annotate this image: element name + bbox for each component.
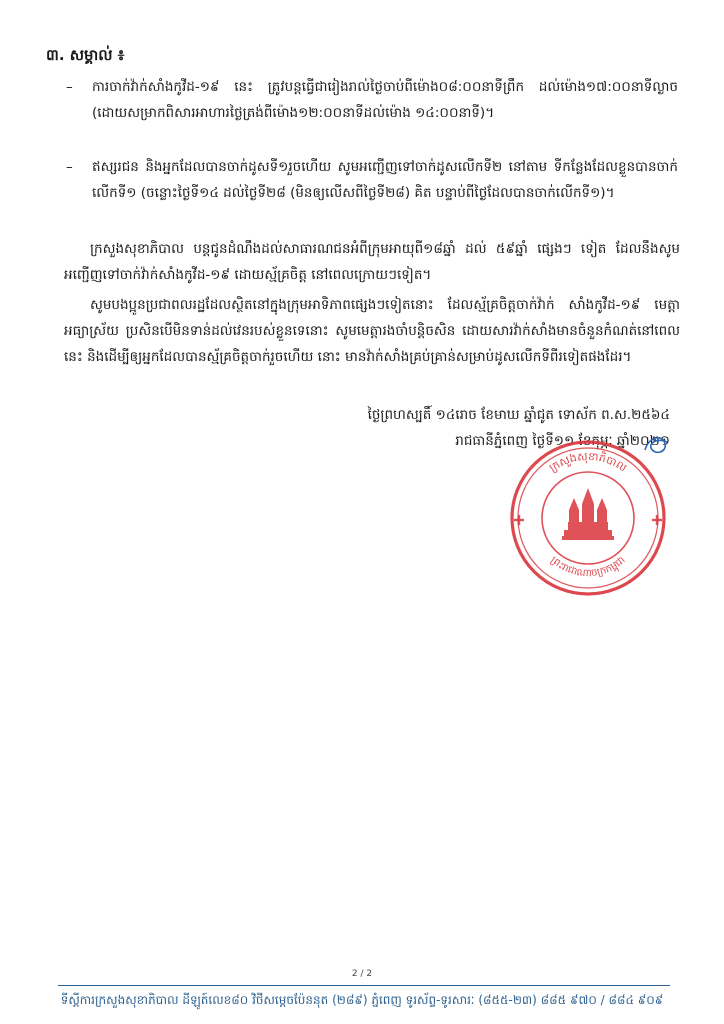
temple-emblem-icon bbox=[562, 488, 614, 540]
ministry-seal bbox=[508, 438, 668, 598]
footer-address: ទីស្តីការក្រសួងសុខាភិបាល ដីឡូត៍លេខ៨០ វិថីសម្តេចប៉ែននុត (២៨៩) ភ្នំពេញ ទូរស័ព្ទ-ទូរសារៈ (៨៥៥-២៣) ៨៨៥ ៩៧០ / ៨៨៤ ៩០៩ bbox=[60, 993, 664, 1007]
svg-text:ក្រសួងសុខាភិបាល bbox=[547, 450, 629, 475]
bullet-dash: – bbox=[66, 79, 73, 95]
solar-date: រាជធានីភ្នំពេញ ថ្ងៃទី១១ ខែកុម្ភៈ ឆ្នាំ២០២១ bbox=[455, 433, 670, 449]
page-number: 2 / 2 bbox=[351, 969, 373, 979]
svg-text:ព្រះរាជាណាចក្រកម្ពុជា bbox=[548, 555, 627, 580]
footer-divider bbox=[58, 985, 670, 986]
bullet-dash: – bbox=[66, 159, 73, 175]
bullet-text: ការចាក់វ៉ាក់សាំងកូវីដ-១៩ នេះ ត្រូវបន្តធ្វើជារៀងរាល់ថ្ងៃចាប់ពីម៉ោង០៨:០០នាទីព្រឹក ដល់ម៉ោង១៧:០០នាទីល្ងាច (ដោយសម្រាកពិសារអាហារថ្ងៃត្រង់ពីម៉ោង១២:០០នាទីដល់ម៉ោង ១៤:០០នាទី)។ bbox=[92, 79, 678, 121]
body-paragraph: សូមបងប្អូនប្រជាពលរដ្ឋដែលស្ថិតនៅក្នុងក្រុមអាទិភាពផ្សេងៗទៀតនោះ ដែលស្ម័គ្រចិត្តចាក់វ៉ាក់ សាំងកូវីដ-១៩ មេត្តាអធ្យាស្រ័យ ប្រសិនបើមិនទាន់ដល់វេនរបស់ខ្លួនទេនោះ សូមមេត្តារងចាំបន្តិចសិន ដោយសារវ៉ាក់សាំងមានចំនួនកំណត់នៅពេលនេះ និងដើម្បីឲ្យអ្នកដែលបានស្ម័គ្រចិត្តចាក់រួចហើយ នោះ មានវ៉ាក់សាំងគ្រប់គ្រាន់សម្រាប់ដូសលើកទីពីរទៀតផងដែរ។ bbox=[64, 297, 680, 365]
bullet-item bbox=[66, 154, 678, 206]
lunar-date: ថ្ងៃព្រហស្បតិ៍ ១៤រោច ខែមាឃ ឆ្នាំជូត ទោស័ក ព.ស.២៥៦៤ bbox=[367, 407, 670, 423]
seal-upper-text: ក្រសួងសុខាភិបាល bbox=[546, 449, 630, 475]
bullet-item bbox=[66, 74, 678, 126]
bullet-text: ឥស្សរជន និងអ្នកដែលបានចាក់ដូសទី១រួចហើយ សូមអញ្ជើញទៅចាក់ដូសលើកទី២ នៅតាម ទីកន្លែងដែលខ្លួនបានចាក់លើកទី១ (ចន្លោះថ្ងៃទី១៤ ដល់ថ្ងៃទី២៨ (មិនឲ្យលើសពីថ្ងៃទី២៨) គិត បន្ទាប់ពីថ្ងៃដែលបានចាក់លើកទី១)។ bbox=[92, 159, 678, 201]
seal-lower-text: ព្រះរាជាណាចក្រកម្ពុជា bbox=[548, 554, 628, 580]
body-paragraph: ក្រសួងសុខាភិបាល បន្តជូនដំណឹងដល់សាធារណជនអំពីក្រុមអាយុពី១៨ឆ្នាំ ដល់ ៥៩ឆ្នាំ ផ្សេងៗ ទៀត ដែលនឹងសូមអញ្ជើញទៅចាក់វ៉ាក់សាំងកូវីដ-១៩ ដោយស្ម័គ្រចិត្ត នៅពេលក្រោយៗទៀត។ bbox=[64, 241, 680, 283]
section-heading: ៣. សម្គាល់ ៖ bbox=[46, 46, 125, 64]
